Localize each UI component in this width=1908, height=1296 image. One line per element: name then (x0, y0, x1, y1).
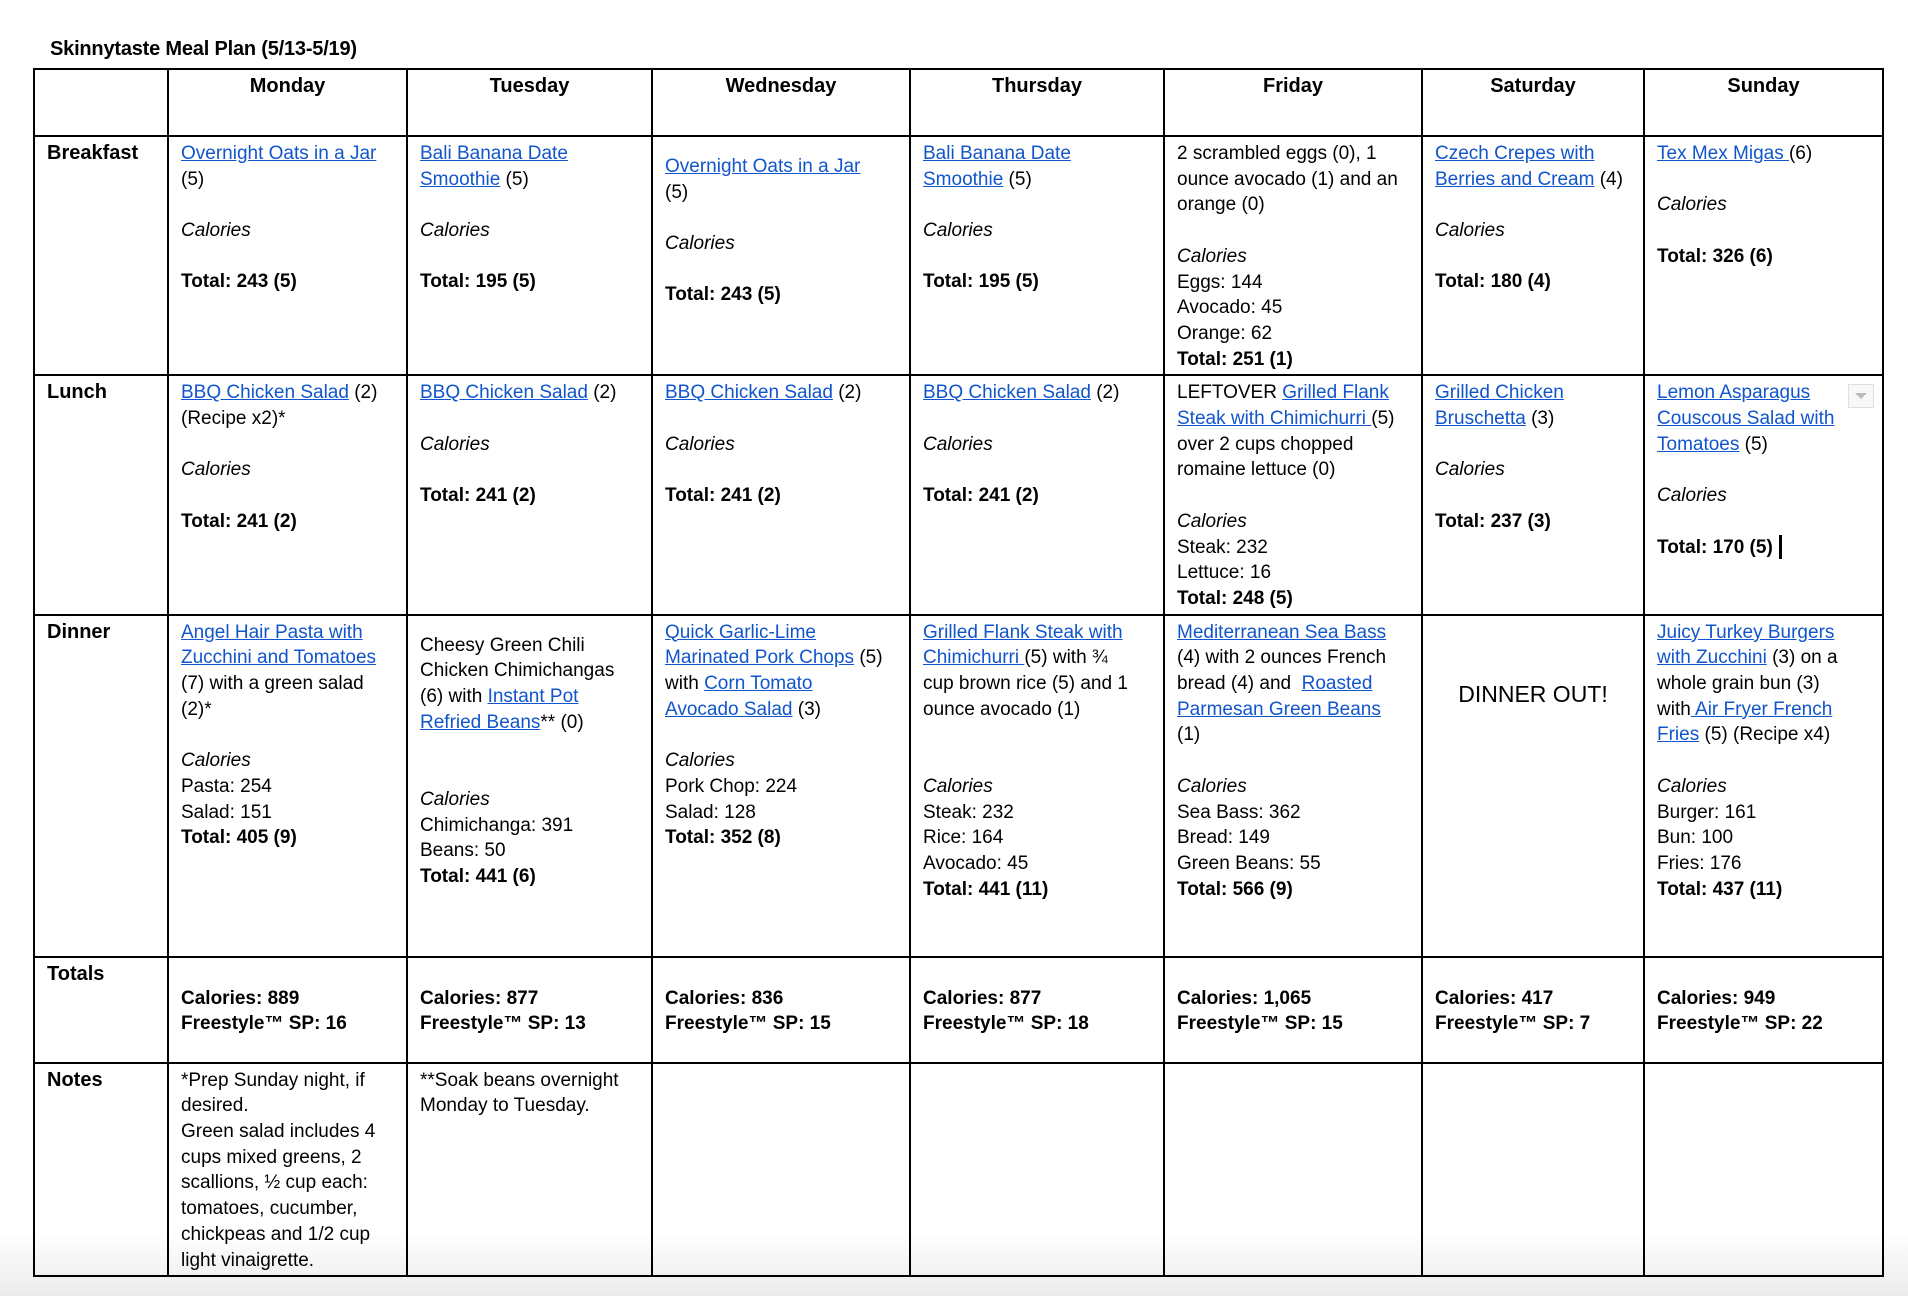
meal-total: Total: 352 (8) (665, 827, 781, 849)
breakfast-sunday-cell[interactable]: Tex Mex Migas (6) Calories Total: 326 (6) (1644, 136, 1883, 375)
calories-label: Calories (1177, 510, 1247, 532)
meal-total: Total: 180 (4) (1435, 271, 1551, 293)
calories-label: Calories (665, 433, 735, 455)
lunch-monday-cell[interactable]: BBQ Chicken Salad (2) (Recipe x2)* Calories Total: 241 (2) (168, 375, 407, 614)
dinner-wednesday-cell[interactable]: Quick Garlic-Lime Marinated Pork Chops (5) with Corn Tomato Avocado Salad (3) Calories Pork Chop: 224 Salad: 128 Total: 352 (8) (652, 615, 910, 957)
notes-row (34, 1063, 1883, 1277)
recipe-link[interactable]: Zucchini and Tomatoes (181, 647, 377, 669)
calories-label: Calories (1657, 485, 1727, 507)
meal-total: Total: 441 (6) (420, 865, 536, 887)
row-label-breakfast: Breakfast (34, 136, 168, 375)
recipe-link[interactable]: Bali Banana Date (923, 143, 1071, 164)
recipe-link[interactable]: Roasted (1301, 673, 1373, 695)
recipe-link[interactable]: with Zucchini (1657, 647, 1767, 669)
calories-label: Calories (1177, 245, 1247, 267)
meal-plan-table (33, 68, 1884, 1277)
meal-total: Total: 243 (5) (665, 284, 781, 306)
totals-row (34, 957, 1883, 1063)
calories-label: Calories (1435, 220, 1505, 242)
recipe-link[interactable]: Bali Banana Date (420, 143, 568, 164)
day-header-tuesday: Tuesday (407, 69, 652, 136)
lunch-friday-cell[interactable]: LEFTOVER Grilled Flank Steak with Chimichurri (5) over 2 cups chopped romaine lettuce (0) Calories Steak: 232 Lettuce: 16 Total: 248 (5) (1164, 375, 1422, 614)
lunch-wednesday-cell[interactable]: BBQ Chicken Salad (2) Calories Total: 241 (2) (652, 375, 910, 614)
row-label-lunch: Lunch (34, 375, 168, 614)
meal-total: Total: 243 (5) (181, 271, 297, 293)
calories-label: Calories (665, 750, 735, 772)
dinner-sunday-cell[interactable]: Juicy Turkey Burgers with Zucchini (3) on a whole grain bun (3) with Air Fryer French Fries (5) (Recipe x4) Calories Burger: 161 Bun: 100 Fries: 176 Total: 437 (11) (1644, 615, 1883, 957)
recipe-link[interactable]: Berries and Cream (1435, 168, 1595, 190)
lunch-thursday-cell[interactable]: BBQ Chicken Salad (2) Calories Total: 241 (2) (910, 375, 1164, 614)
meal-total: Total: 437 (11) (1657, 878, 1783, 900)
recipe-link[interactable]: Couscous Salad with (1657, 408, 1835, 430)
recipe-link[interactable]: Steak with Chimichurri (1177, 408, 1372, 430)
dinner-tuesday-cell[interactable]: Cheesy Green Chili Chicken Chimichangas (6) with Instant Pot Refried Beans** (0) Calories Chimichanga: 391 Beans: 50 Total: 441 (6) (407, 615, 652, 957)
calories-label: Calories (923, 433, 993, 455)
recipe-link[interactable]: Angel Hair Pasta with (181, 621, 363, 643)
lunch-sunday-cell[interactable]: Lemon Asparagus Couscous Salad with Tomatoes (5) Calories Total: 170 (5) (1644, 375, 1883, 614)
corner-cell (34, 69, 168, 136)
recipe-link[interactable]: Instant Pot (487, 686, 579, 708)
calories-label: Calories (420, 788, 490, 810)
calories-label: Calories (665, 233, 735, 255)
recipe-link[interactable]: Quick Garlic-Lime (665, 621, 816, 643)
recipe-link[interactable]: Tex Mex Migas (1657, 143, 1789, 164)
dinner-thursday-cell[interactable]: Grilled Flank Steak with Chimichurri (5) with ¾ cup brown rice (5) and 1 ounce avocado (1) Calories Steak: 232 Rice: 164 Avocado: 45 Total: 441 (11) (910, 615, 1164, 957)
recipe-link[interactable]: Bruschetta (1435, 408, 1526, 430)
meal-total: Total: 326 (6) (1657, 245, 1773, 267)
totals-monday: Calories: 889 Freestyle™ SP: 16 (168, 957, 407, 1063)
recipe-link[interactable]: Grilled Flank Steak with (923, 621, 1123, 643)
calories-label: Calories (181, 459, 251, 481)
recipe-link[interactable]: Overnight Oats in a Jar (181, 143, 377, 164)
breakfast-row (34, 136, 1883, 375)
row-label-totals: Totals (34, 957, 168, 1063)
calories-label: Calories (1177, 775, 1247, 797)
recipe-link[interactable]: Smoothie (923, 168, 1004, 190)
day-header-monday: Monday (168, 69, 407, 136)
meal-total: Total: 251 (1) (1177, 348, 1293, 370)
breakfast-tuesday-cell[interactable]: Bali Banana Date Smoothie (5) Calories Total: 195 (5) (407, 136, 652, 375)
recipe-link[interactable]: BBQ Chicken Salad (181, 382, 349, 404)
calories-label: Calories (1657, 194, 1727, 216)
notes-friday[interactable] (1164, 1063, 1422, 1277)
breakfast-friday-cell[interactable]: 2 scrambled eggs (0), 1 ounce avocado (1) and an orange (0) Calories Eggs: 144 Avocado: 45 Orange: 62 Total: 251 (1) (1164, 136, 1422, 375)
totals-friday: Calories: 1,065 Freestyle™ SP: 15 (1164, 957, 1422, 1063)
lunch-row (34, 375, 1883, 614)
calories-label: Calories (923, 220, 993, 242)
lunch-saturday-cell[interactable]: Grilled Chicken Bruschetta (3) Calories Total: 237 (3) (1422, 375, 1644, 614)
recipe-link[interactable]: Fries (1657, 724, 1700, 746)
recipe-link[interactable]: Avocado Salad (665, 698, 793, 720)
totals-saturday: Calories: 417 Freestyle™ SP: 7 (1422, 957, 1644, 1063)
recipe-link[interactable]: BBQ Chicken Salad (923, 382, 1091, 404)
text-cursor (1779, 535, 1782, 559)
calories-label: Calories (1657, 775, 1727, 797)
day-header-sunday: Sunday (1644, 69, 1883, 136)
breakfast-wednesday-cell[interactable]: Overnight Oats in a Jar (5) Calories Total: 243 (5) (652, 136, 910, 375)
totals-tuesday: Calories: 877 Freestyle™ SP: 13 (407, 957, 652, 1063)
row-label-dinner: Dinner (34, 615, 168, 957)
recipe-link[interactable]: Grilled Chicken (1435, 382, 1564, 404)
meal-total: Total: 241 (2) (923, 485, 1039, 507)
calories-label: Calories (1435, 459, 1505, 481)
day-header-saturday: Saturday (1422, 69, 1644, 136)
meal-total: Total: 195 (5) (420, 271, 536, 293)
calories-label: Calories (181, 750, 251, 772)
dinner-saturday-cell[interactable] (1422, 615, 1644, 957)
page-title: Skinnytaste Meal Plan (5/13-5/19) (50, 38, 357, 60)
recipe-link[interactable]: Smoothie (420, 168, 501, 190)
meal-total: Total: 237 (3) (1435, 510, 1551, 532)
dinner-friday-cell[interactable]: Mediterranean Sea Bass (4) with 2 ounces French bread (4) and Roasted Parmesan Green Beans (1) Calories Sea Bass: 362 Bread: 149 Green Beans: 55 Total: 566 (9) (1164, 615, 1422, 957)
notes-sunday[interactable] (1644, 1063, 1883, 1277)
recipe-link[interactable]: Marinated Pork Chops (665, 647, 855, 669)
day-header-friday: Friday (1164, 69, 1422, 136)
meal-total: Total: 441 (11) (923, 878, 1049, 900)
dinner-monday-cell[interactable]: Angel Hair Pasta with Zucchini and Tomatoes (7) with a green salad (2)* Calories Pasta: 254 Salad: 151 Total: 405 (9) (168, 615, 407, 957)
meal-total: Total: 241 (2) (420, 485, 536, 507)
day-header-wednesday: Wednesday (652, 69, 910, 136)
lunch-tuesday-cell[interactable]: BBQ Chicken Salad (2) Calories Total: 241 (2) (407, 375, 652, 614)
recipe-link[interactable]: BBQ Chicken Salad (420, 382, 588, 404)
recipe-link[interactable]: Overnight Oats in a Jar (665, 156, 861, 177)
meal-total: Total: 241 (2) (181, 510, 297, 532)
recipe-link[interactable]: Refried Beans (420, 711, 541, 733)
recipe-link[interactable]: Chimichurri (923, 647, 1025, 669)
notes-monday[interactable]: *Prep Sunday night, if desired. Green salad includes 4 cups mixed greens, 2 scallions, ½ cup each: tomatoes, cucumber, chickpeas and 1/2 cup light vinaigrette. (168, 1063, 407, 1277)
recipe-link[interactable]: Parmesan Green Beans (1177, 698, 1381, 720)
breakfast-monday-cell[interactable]: Overnight Oats in a Jar (5) Calories Total: 243 (5) (168, 136, 407, 375)
recipe-link[interactable]: Juicy Turkey Burgers (1657, 621, 1835, 643)
recipe-link[interactable]: Tomatoes (1657, 433, 1740, 455)
chevron-down-icon[interactable] (1848, 384, 1874, 408)
meal-total: Total: 195 (5) (923, 271, 1039, 293)
recipe-link[interactable]: Air Fryer French (1690, 698, 1833, 720)
notes-thursday[interactable] (910, 1063, 1164, 1277)
calories-label: Calories (420, 220, 490, 242)
calories-label: Calories (181, 220, 251, 242)
notes-saturday[interactable] (1422, 1063, 1644, 1277)
notes-wednesday[interactable] (652, 1063, 910, 1277)
header-row (34, 69, 1883, 136)
dinner-row (34, 615, 1883, 957)
recipe-link[interactable]: Grilled Flank (1282, 382, 1389, 404)
recipe-link[interactable]: Corn Tomato (704, 673, 813, 695)
dinner-out-text: DINNER OUT! (1458, 680, 1608, 707)
breakfast-saturday-cell[interactable]: Czech Crepes with Berries and Cream (4) Calories Total: 180 (4) (1422, 136, 1644, 375)
meal-total: Total: 170 (5) (1657, 535, 1870, 561)
calories-label: Calories (923, 775, 993, 797)
recipe-link[interactable]: Lemon Asparagus (1657, 382, 1811, 404)
totals-wednesday: Calories: 836 Freestyle™ SP: 15 (652, 957, 910, 1063)
day-header-thursday: Thursday (910, 69, 1164, 136)
meal-total: Total: 248 (5) (1177, 587, 1293, 609)
notes-tuesday[interactable]: **Soak beans overnight Monday to Tuesday. (407, 1063, 652, 1277)
calories-label: Calories (420, 433, 490, 455)
meal-total: Total: 241 (2) (665, 485, 781, 507)
recipe-link[interactable]: BBQ Chicken Salad (665, 382, 833, 404)
totals-sunday: Calories: 949 Freestyle™ SP: 22 (1644, 957, 1883, 1063)
meal-total: Total: 405 (9) (181, 827, 297, 849)
row-label-notes: Notes (34, 1063, 168, 1277)
totals-thursday: Calories: 877 Freestyle™ SP: 18 (910, 957, 1164, 1063)
breakfast-thursday-cell[interactable]: Bali Banana Date Smoothie (5) Calories Total: 195 (5) (910, 136, 1164, 375)
recipe-link[interactable]: Czech Crepes with (1435, 143, 1595, 164)
meal-total: Total: 566 (9) (1177, 878, 1293, 900)
recipe-link[interactable]: Mediterranean Sea Bass (1177, 621, 1387, 643)
